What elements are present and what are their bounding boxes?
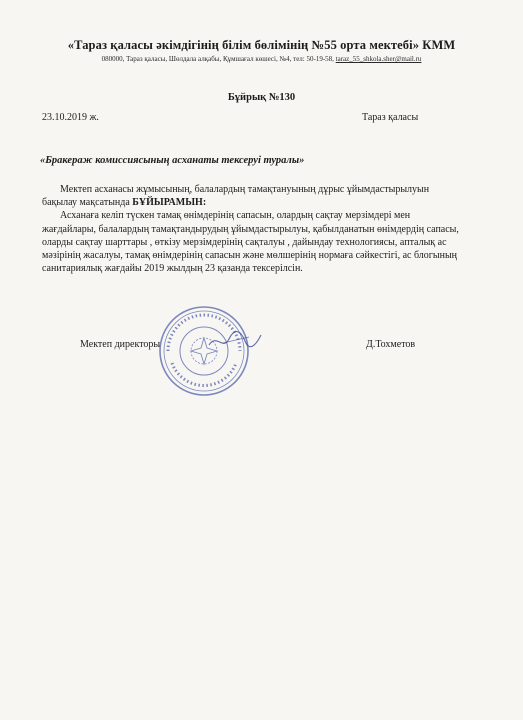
order-date: 23.10.2019 ж. bbox=[42, 112, 99, 123]
organization-address bbox=[0, 55, 523, 63]
order-body bbox=[42, 183, 462, 275]
organization-title: «Тараз қаласы әкімдігінің білім бөлімінің №55 орта мектебі» КММ bbox=[67, 38, 456, 52]
director-name: Д.Тохметов bbox=[366, 339, 416, 350]
order-directive: БҰЙЫРАМЫН: bbox=[132, 197, 207, 209]
signature-icon bbox=[205, 325, 265, 355]
body-paragraph-2: Асханаға келіп түскен тамақ өнімдерінің сапасын, олардың сақтау мерзімдері мен жағдайлары, балалардың тамақтандырудың ұйымдастырылуы, қабылданатын өнімдердің сапасы, оларды сақтау шарттары , өткізу мерзімдерінің сақталуы , дайындау технологиясы, апталық ас мәзірінің жасалуы, тамақ өнімдерінің сапасын және мөлшерінің нормаға сәйкестігі, ас блогының санитариялық жағдайы 2019 жылдың 23 қазанда тексерілсін. bbox=[42, 210, 459, 275]
order-subject: «Бракераж комиссиясының асханаты тексеруі туралы» bbox=[40, 155, 305, 166]
director-title: Мектеп директоры bbox=[80, 339, 161, 350]
body-paragraph-1 bbox=[42, 183, 462, 209]
address-text: 080000, Тараз қаласы, Шөлдала алқабы, Құмшағал көшесі, №4, тел: 50-19-58, bbox=[101, 55, 336, 63]
order-city: Тараз қаласы bbox=[362, 112, 419, 123]
order-title: Бұйрық №130 bbox=[227, 92, 296, 103]
email-link[interactable]: taraz_55_shkola.sher@mail.ru bbox=[335, 55, 422, 63]
paragraph-1-text: Мектеп асханасы жұмысының, балалардың тамақтануының дұрыс ұйымдастырылуын бақылау мақсатында bbox=[42, 184, 430, 209]
